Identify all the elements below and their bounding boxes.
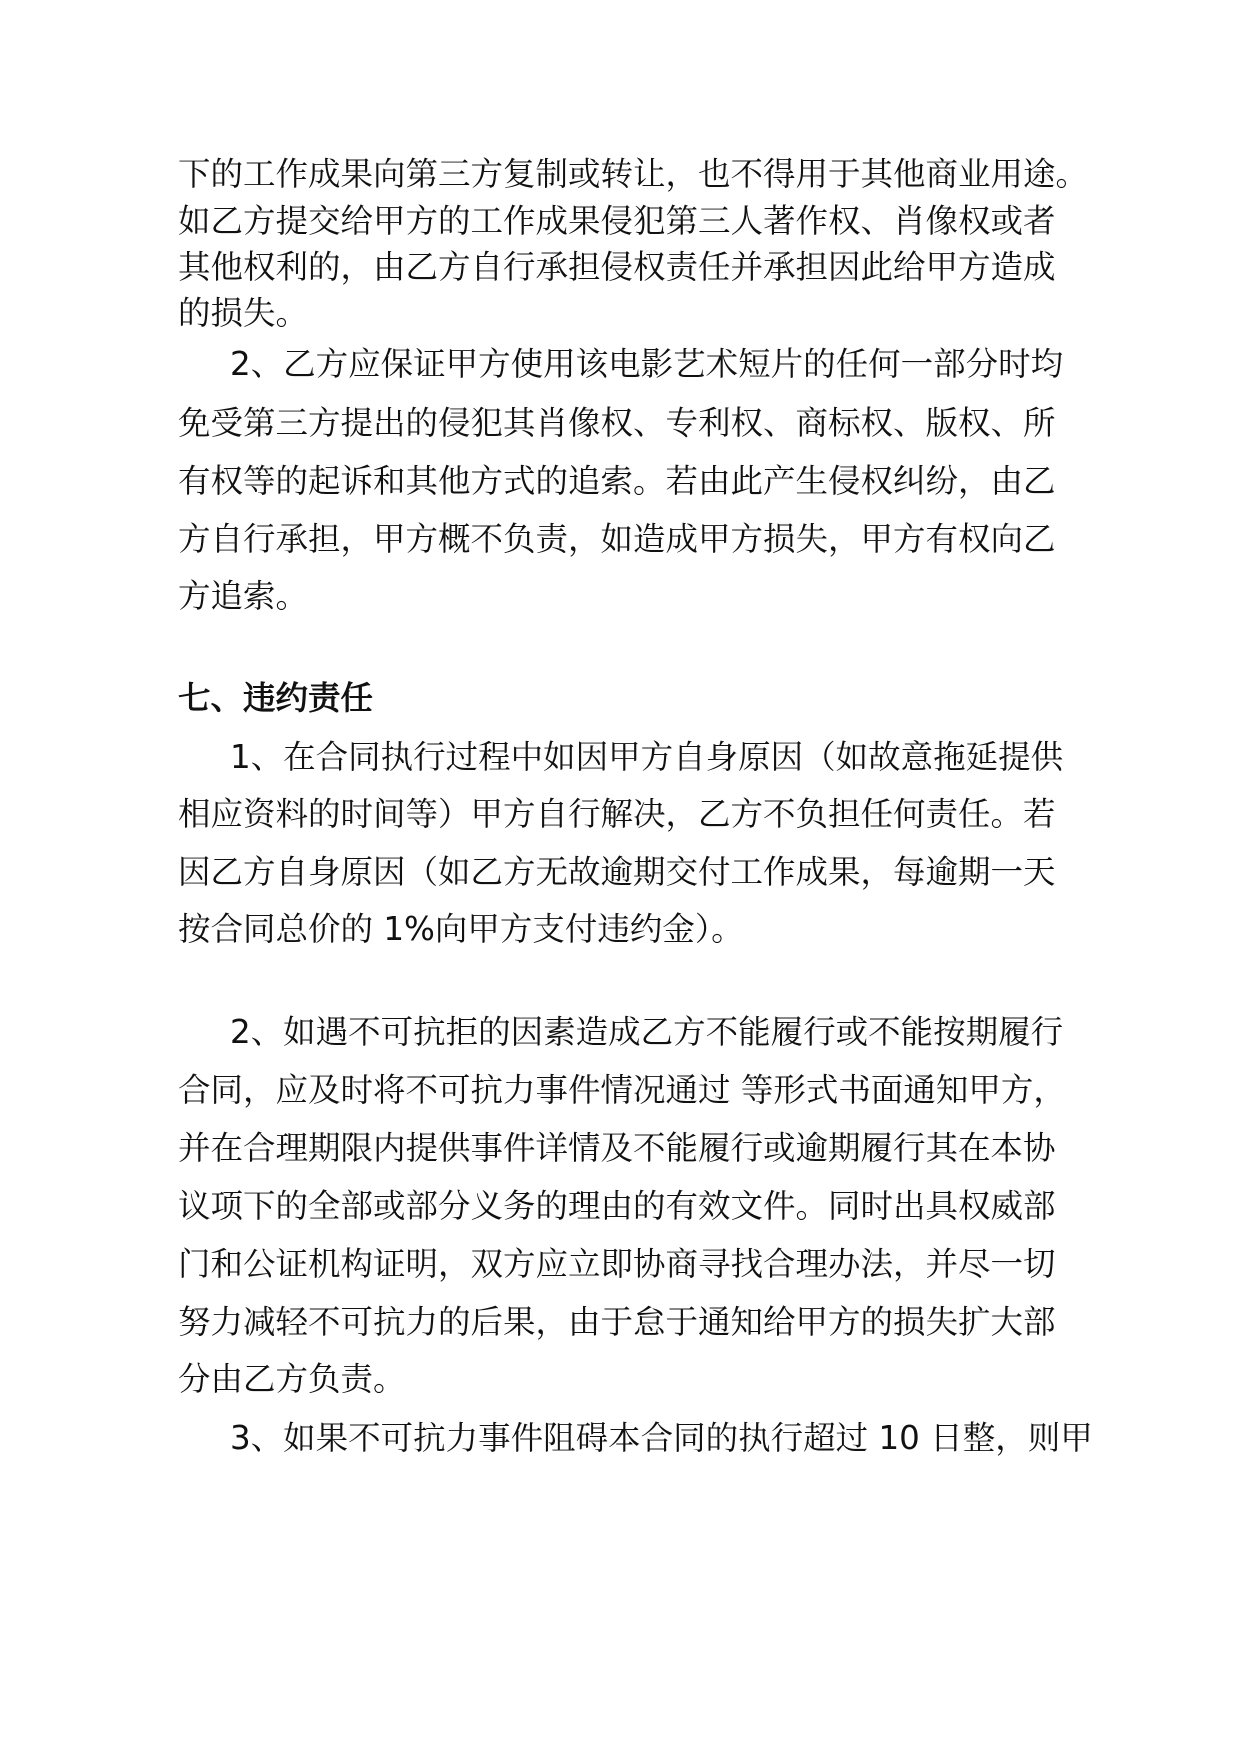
text-line: 议项下的全部或部分义务的理由的有效文件。同时出具权威部 — [178, 1187, 1056, 1225]
text-line: 门和公证机构证明，双方应立即协商寻找合理办法，并尽一切 — [178, 1245, 1056, 1283]
text-line: 下的工作成果向第三方复制或转让，也不得用于其他商业用途。 — [178, 155, 1089, 193]
text-line: 2、如遇不可抗拒的因素造成乙方不能履行或不能按期履行 — [230, 1013, 1064, 1051]
text-line: 如乙方提交给甲方的工作成果侵犯第三人著作权、肖像权或者 — [178, 202, 1056, 240]
section-heading: 七、违约责任 — [178, 679, 374, 717]
text-line: 按合同总价的 1%向甲方支付违约金）。 — [178, 910, 744, 948]
text-line: 2、乙方应保证甲方使用该电影艺术短片的任何一部分时均 — [230, 345, 1064, 383]
text-line: 因乙方自身原因（如乙方无故逾期交付工作成果，每逾期一天 — [178, 853, 1056, 891]
text-line: 有权等的起诉和其他方式的追索。若由此产生侵权纠纷，由乙 — [178, 462, 1056, 500]
text-line: 方自行承担，甲方概不负责，如造成甲方损失，甲方有权向乙 — [178, 520, 1056, 558]
text-line: 并在合理期限内提供事件详情及不能履行或逾期履行其在本协 — [178, 1129, 1056, 1167]
text-line: 分由乙方负责。 — [178, 1360, 406, 1398]
text-line: 努力减轻不可抗力的后果，由于怠于通知给甲方的损失扩大部 — [178, 1303, 1056, 1341]
text-line: 其他权利的，由乙方自行承担侵权责任并承担因此给甲方造成 — [178, 248, 1056, 286]
text-line: 合同，应及时将不可抗力事件情况通过 等形式书面通知甲方， — [178, 1071, 1066, 1109]
text-line: 3、如果不可抗力事件阻碍本合同的执行超过 10 日整，则甲 — [230, 1419, 1093, 1457]
text-line: 1、在合同执行过程中如因甲方自身原因（如故意拖延提供 — [230, 738, 1064, 776]
text-line: 的损失。 — [178, 294, 309, 332]
text-line: 相应资料的时间等）甲方自行解决，乙方不负担任何责任。若 — [178, 795, 1056, 833]
text-line: 免受第三方提出的侵犯其肖像权、专利权、商标权、版权、所 — [178, 404, 1056, 442]
text-line: 方追索。 — [178, 577, 309, 615]
